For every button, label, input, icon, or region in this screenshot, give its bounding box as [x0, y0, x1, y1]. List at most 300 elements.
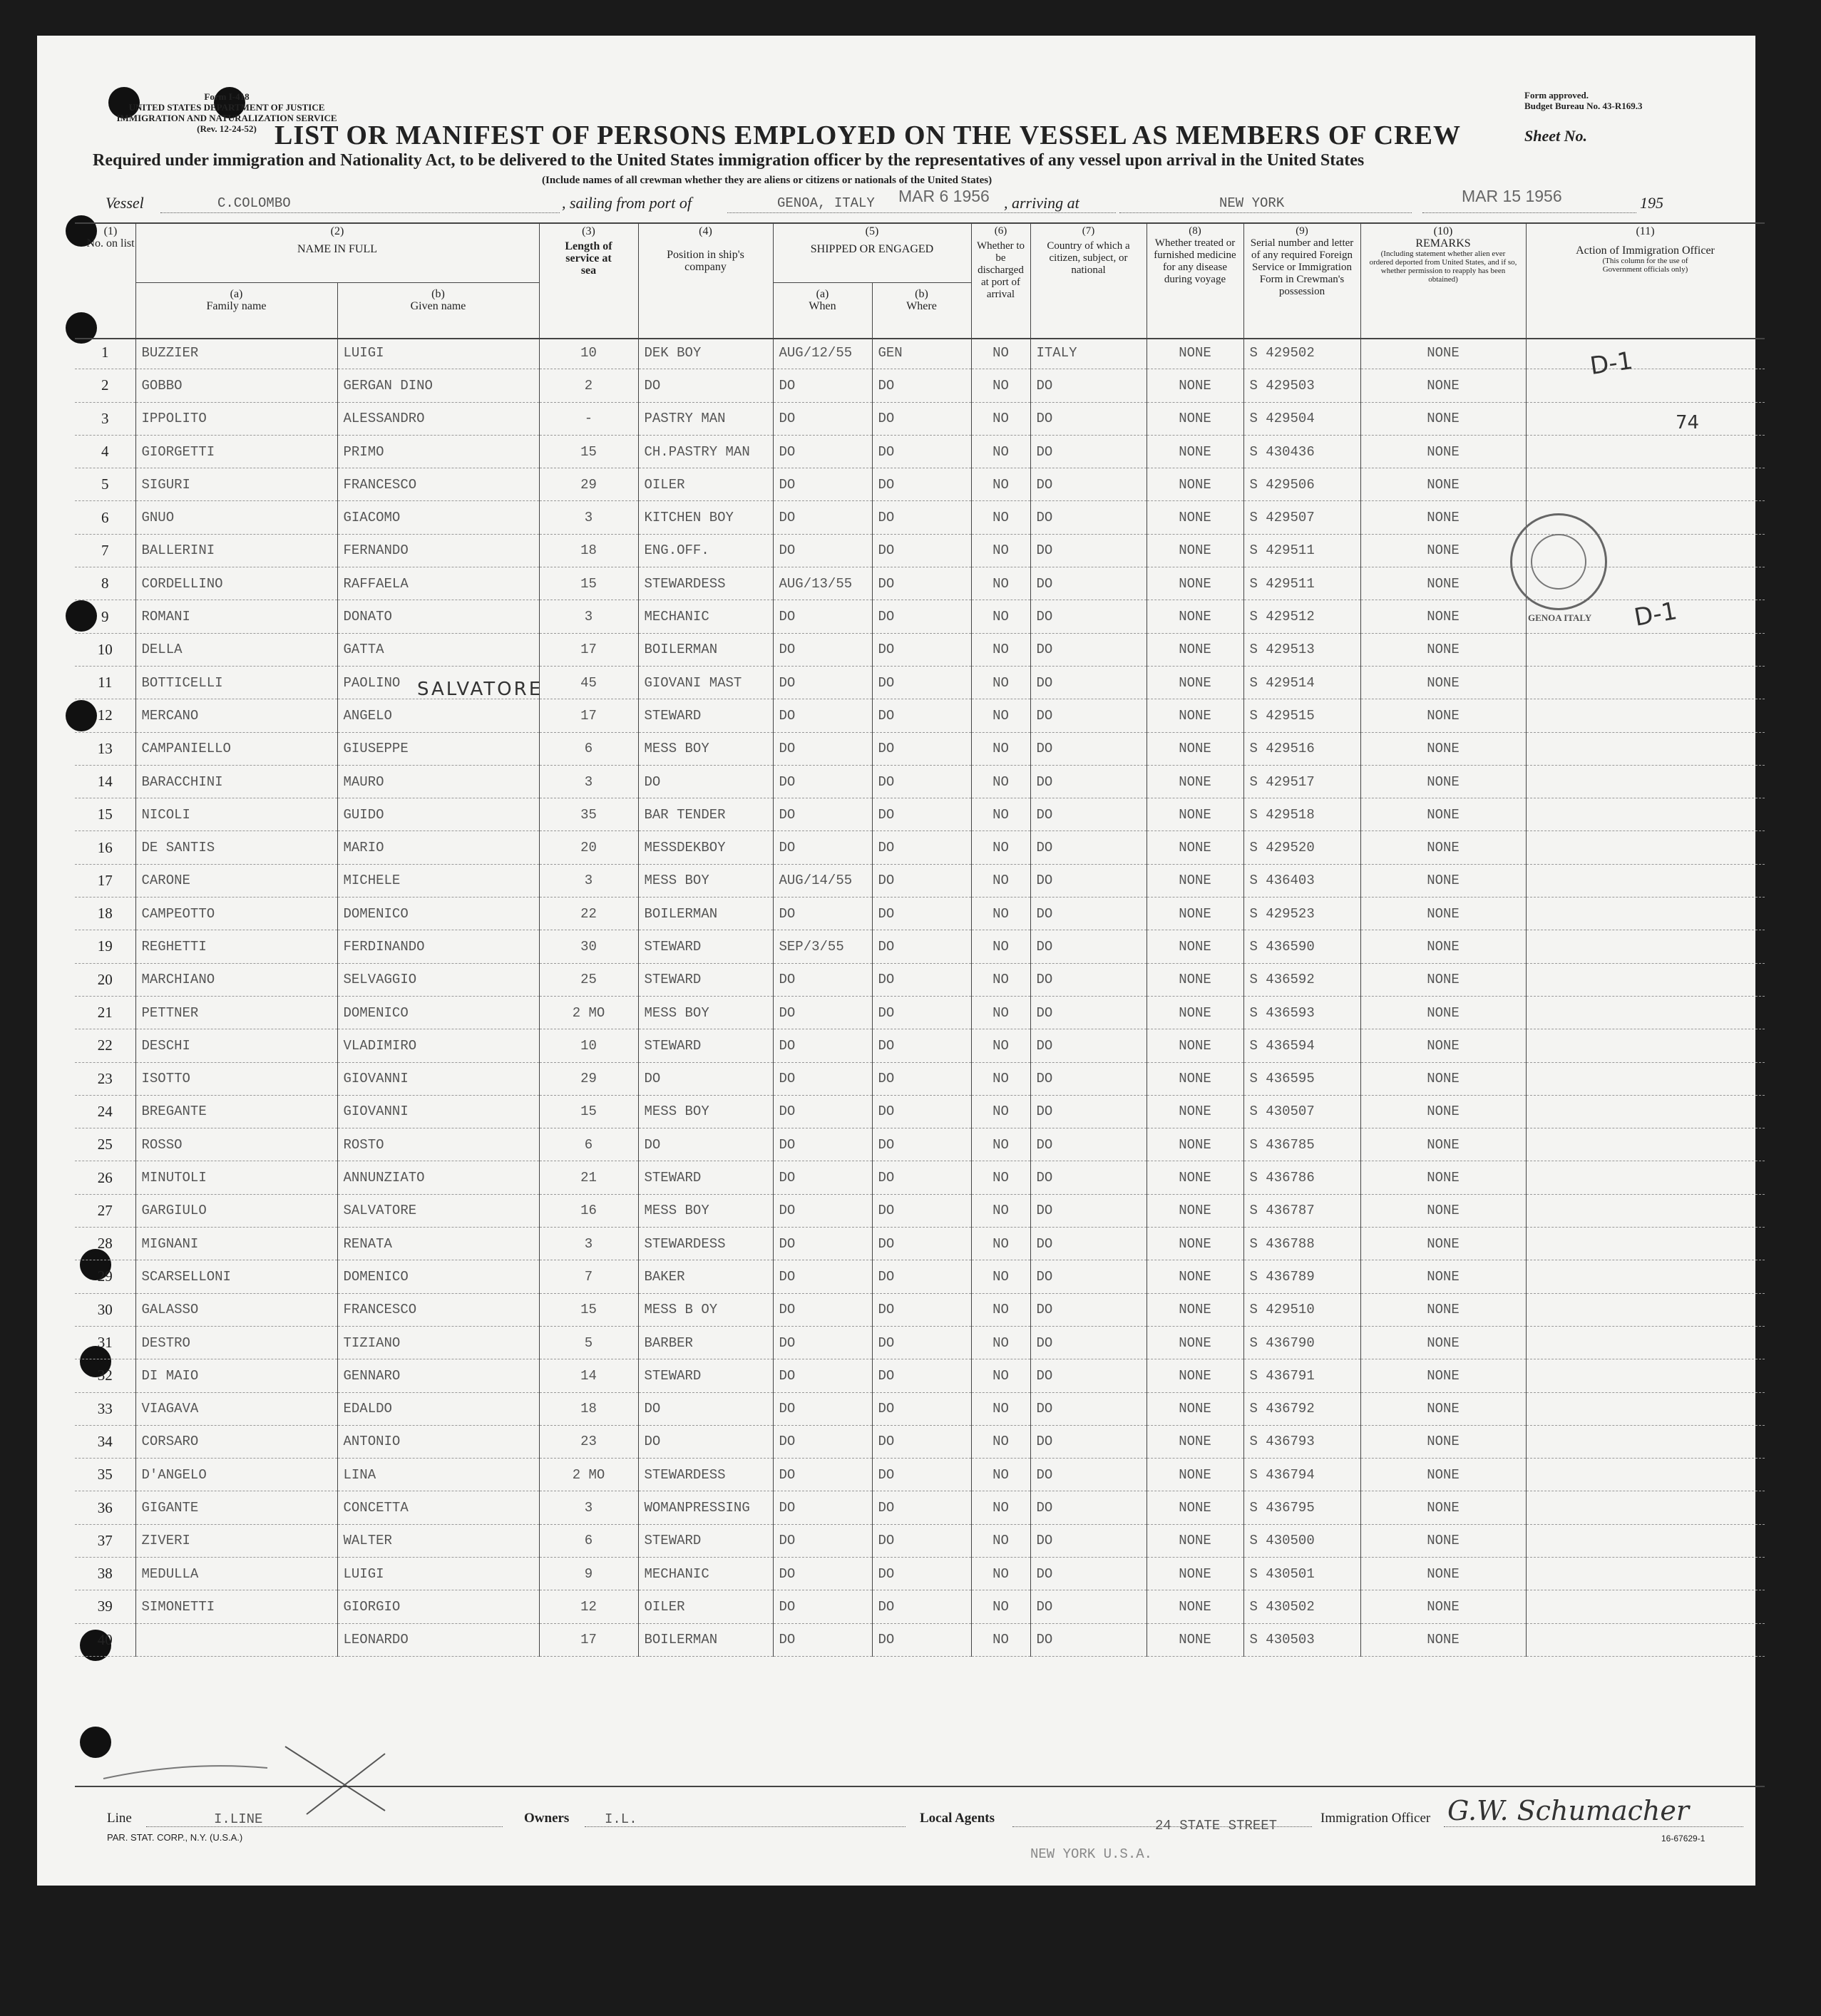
serial-number: S 436795	[1243, 1491, 1360, 1524]
given-name: LEONARDO	[337, 1623, 539, 1656]
shipped-when: DO	[773, 369, 872, 402]
family-name: VIAGAVA	[135, 1392, 337, 1425]
serial-number: S 430507	[1243, 1095, 1360, 1128]
given-name: LINA	[337, 1459, 539, 1491]
annotation-d1-mid: D-1	[1631, 597, 1680, 632]
position: PASTRY MAN	[638, 402, 773, 435]
service-length: 18	[539, 534, 638, 567]
col-note: (Including statement whether alien ever ordered deported from United States, and if so, whether permission to reapply has been obtained)	[1369, 250, 1517, 284]
country: DO	[1030, 468, 1147, 501]
family-name: DESCHI	[135, 1029, 337, 1062]
family-name: BREGANTE	[135, 1095, 337, 1128]
serial-number: S 429516	[1243, 732, 1360, 765]
country: DO	[1030, 1128, 1147, 1161]
col-label: No. on list	[86, 237, 135, 250]
discharged: NO	[971, 336, 1030, 369]
table-row	[75, 1095, 1765, 1128]
position: STEWARDESS	[638, 1459, 773, 1491]
discharged: NO	[971, 1293, 1030, 1326]
remarks: NONE	[1360, 1491, 1526, 1524]
service-length: 5	[539, 1326, 638, 1359]
service-length: 3	[539, 864, 638, 897]
discharged: NO	[971, 898, 1030, 930]
shipped-where: DO	[872, 963, 971, 996]
given-name: ANGELO	[337, 699, 539, 732]
officer-action	[1526, 666, 1765, 699]
arrival-date-stamp: MAR 15 1956	[1462, 187, 1562, 205]
col-5a-header	[773, 288, 872, 312]
country: DO	[1030, 567, 1147, 600]
shipped-when: DO	[773, 402, 872, 435]
position: WOMANPRESSING	[638, 1491, 773, 1524]
shipped-where: DO	[872, 1623, 971, 1656]
shipped-when: DO	[773, 1062, 872, 1095]
discharged: NO	[971, 501, 1030, 534]
officer-action	[1526, 1062, 1765, 1095]
shipped-where: DO	[872, 534, 971, 567]
treated: NONE	[1147, 666, 1243, 699]
service-length: 15	[539, 567, 638, 600]
col-3-header	[539, 225, 638, 279]
table-row	[75, 831, 1765, 864]
treated: NONE	[1147, 1260, 1243, 1293]
shipped-when: DO	[773, 1557, 872, 1590]
country: DO	[1030, 369, 1147, 402]
given-name: GIUSEPPE	[337, 732, 539, 765]
country: DO	[1030, 402, 1147, 435]
shipped-when: DO	[773, 1293, 872, 1326]
family-name: MEDULLA	[135, 1557, 337, 1590]
treated: NONE	[1147, 898, 1243, 930]
serial-number: S 430436	[1243, 435, 1360, 468]
remarks: NONE	[1360, 699, 1526, 732]
table-row	[75, 898, 1765, 930]
agents-city: NEW YORK U.S.A.	[1030, 1846, 1153, 1862]
line-underline	[146, 1826, 503, 1827]
col-label: Whether treated or furnished medicine for any disease during voyage	[1154, 237, 1236, 285]
position: BOILERMAN	[638, 633, 773, 666]
family-name: ROMANI	[135, 600, 337, 633]
position: BAKER	[638, 1260, 773, 1293]
treated: NONE	[1147, 1194, 1243, 1227]
form-number: Form I-418	[204, 91, 250, 102]
given-name: RAFFAELA	[337, 567, 539, 600]
family-name: CAMPEOTTO	[135, 898, 337, 930]
shipped-when: DO	[773, 1326, 872, 1359]
col-number: (6)	[994, 225, 1007, 237]
annotation-count: 74	[1676, 412, 1700, 433]
family-name: CORDELLINO	[135, 567, 337, 600]
shipped-when: DO	[773, 898, 872, 930]
arriving-label: , arriving at	[1004, 194, 1079, 212]
officer-action	[1526, 468, 1765, 501]
service-length: 10	[539, 336, 638, 369]
country: DO	[1030, 1557, 1147, 1590]
shipped-where: DO	[872, 1425, 971, 1458]
table-row	[75, 963, 1765, 996]
serial-number: S 436789	[1243, 1260, 1360, 1293]
officer-action	[1526, 435, 1765, 468]
given-name: MARIO	[337, 831, 539, 864]
discharged: NO	[971, 534, 1030, 567]
col-number: (8)	[1189, 225, 1201, 237]
remarks: NONE	[1360, 798, 1526, 831]
revision: (Rev. 12-24-52)	[197, 123, 257, 134]
shipped-where: DO	[872, 930, 971, 963]
col-6-header	[971, 225, 1030, 304]
table-row	[75, 633, 1765, 666]
treated: NONE	[1147, 1293, 1243, 1326]
row-number: 35	[75, 1459, 135, 1491]
table-row	[75, 996, 1765, 1029]
given-name: EDALDO	[337, 1392, 539, 1425]
service-length: 3	[539, 1491, 638, 1524]
page-title: LIST OR MANIFEST OF PERSONS EMPLOYED ON THE VESSEL AS MEMBERS OF CREW	[275, 120, 1461, 150]
row-number: 24	[75, 1095, 135, 1128]
date-stamp: MAR 6 1956	[898, 187, 990, 205]
annotation-d1-top: D-1	[1588, 346, 1635, 381]
remarks: NONE	[1360, 369, 1526, 402]
col-number: (a)	[230, 288, 243, 300]
officer-action	[1526, 699, 1765, 732]
position: DO	[638, 1392, 773, 1425]
remarks: NONE	[1360, 600, 1526, 633]
service-length: 17	[539, 699, 638, 732]
col-number: (a)	[816, 288, 829, 300]
officer-action	[1526, 1194, 1765, 1227]
country: DO	[1030, 1524, 1147, 1557]
row-number: 29	[75, 1260, 135, 1293]
country: DO	[1030, 798, 1147, 831]
given-name: DONATO	[337, 600, 539, 633]
position: STEWARD	[638, 963, 773, 996]
treated: NONE	[1147, 1359, 1243, 1392]
remarks: NONE	[1360, 1228, 1526, 1260]
position: DO	[638, 1062, 773, 1095]
service-length: 6	[539, 1524, 638, 1557]
shipped-when: DO	[773, 1194, 872, 1227]
position: DO	[638, 369, 773, 402]
row-number: 23	[75, 1062, 135, 1095]
remarks: NONE	[1360, 1590, 1526, 1623]
position: MESSDEKBOY	[638, 831, 773, 864]
row-number: 34	[75, 1425, 135, 1458]
family-name: CORSARO	[135, 1425, 337, 1458]
given-name: FERNANDO	[337, 534, 539, 567]
service-length: 15	[539, 435, 638, 468]
table-row	[75, 369, 1765, 402]
service-length: 9	[539, 1557, 638, 1590]
table-row	[75, 1623, 1765, 1656]
col-label: Given name	[410, 300, 466, 312]
given-name: ALESSANDRO	[337, 402, 539, 435]
officer-action	[1526, 1557, 1765, 1590]
country: DO	[1030, 1392, 1147, 1425]
shipped-when: DO	[773, 699, 872, 732]
official-stamp	[1510, 513, 1607, 623]
discharged: NO	[971, 1425, 1030, 1458]
given-name: LUIGI	[337, 336, 539, 369]
treated: NONE	[1147, 1228, 1243, 1260]
given-name: LUIGI	[337, 1557, 539, 1590]
shipped-where: DO	[872, 798, 971, 831]
table-row	[75, 1260, 1765, 1293]
shipped-where: DO	[872, 402, 971, 435]
shipped-when: DO	[773, 732, 872, 765]
remarks: NONE	[1360, 1392, 1526, 1425]
position: DO	[638, 1128, 773, 1161]
table-row	[75, 1293, 1765, 1326]
officer-action	[1526, 1095, 1765, 1128]
remarks: NONE	[1360, 1557, 1526, 1590]
service-length: 2	[539, 369, 638, 402]
officer-action	[1526, 996, 1765, 1029]
service-length: 23	[539, 1425, 638, 1458]
table-row	[75, 435, 1765, 468]
discharged: NO	[971, 567, 1030, 600]
owners-label: Owners	[524, 1811, 570, 1826]
shipped-when: DO	[773, 501, 872, 534]
treated: NONE	[1147, 798, 1243, 831]
col-label: SHIPPED OR ENGAGED	[810, 243, 934, 255]
col-7-header	[1030, 225, 1147, 279]
country: DO	[1030, 633, 1147, 666]
discharged: NO	[971, 1029, 1030, 1062]
shipped-when: DO	[773, 1161, 872, 1194]
remarks: NONE	[1360, 468, 1526, 501]
service-length: 30	[539, 930, 638, 963]
discharged: NO	[971, 1095, 1030, 1128]
given-name: ANNUNZIATO	[337, 1161, 539, 1194]
table-row	[75, 600, 1765, 633]
serial-number: S 436593	[1243, 996, 1360, 1029]
treated: NONE	[1147, 864, 1243, 897]
shipped-where: DO	[872, 369, 971, 402]
family-name: ZIVERI	[135, 1524, 337, 1557]
vessel-name: C.COLOMBO	[217, 195, 291, 211]
country: DO	[1030, 435, 1147, 468]
shipped-when: DO	[773, 996, 872, 1029]
remarks: NONE	[1360, 1029, 1526, 1062]
treated: NONE	[1147, 1524, 1243, 1557]
service-length: 22	[539, 898, 638, 930]
row-number: 16	[75, 831, 135, 864]
shipped-where: DO	[872, 1359, 971, 1392]
shipped-where: DO	[872, 633, 971, 666]
row-number: 26	[75, 1161, 135, 1194]
service-length: 2 MO	[539, 996, 638, 1029]
position: MESS BOY	[638, 1194, 773, 1227]
given-name: GENNARO	[337, 1359, 539, 1392]
table-row	[75, 1590, 1765, 1623]
row-number: 11	[75, 666, 135, 699]
given-name: MAURO	[337, 765, 539, 798]
officer-action	[1526, 1161, 1765, 1194]
officer-underline	[1444, 1826, 1743, 1827]
country: DO	[1030, 1459, 1147, 1491]
given-name: MICHELE	[337, 864, 539, 897]
treated: NONE	[1147, 699, 1243, 732]
serial-number: S 436793	[1243, 1425, 1360, 1458]
shipped-when: DO	[773, 1425, 872, 1458]
shipped-when: AUG/12/55	[773, 336, 872, 369]
shipped-where: DO	[872, 600, 971, 633]
remarks: NONE	[1360, 1623, 1526, 1656]
remarks: NONE	[1360, 567, 1526, 600]
col-2a-header	[135, 288, 337, 312]
discharged: NO	[971, 1128, 1030, 1161]
given-name: GIOVANNI	[337, 1095, 539, 1128]
treated: NONE	[1147, 1459, 1243, 1491]
remarks: NONE	[1360, 501, 1526, 534]
remarks: NONE	[1360, 666, 1526, 699]
treated: NONE	[1147, 402, 1243, 435]
position: OILER	[638, 468, 773, 501]
col-number: (10)	[1433, 225, 1453, 237]
remarks: NONE	[1360, 1194, 1526, 1227]
discharged: NO	[971, 369, 1030, 402]
shipped-when: DO	[773, 1128, 872, 1161]
table-row	[75, 1128, 1765, 1161]
row-number: 12	[75, 699, 135, 732]
family-name: BALLERINI	[135, 534, 337, 567]
family-name	[135, 1623, 337, 1656]
vessel-label: Vessel	[106, 194, 144, 212]
country: DO	[1030, 963, 1147, 996]
officer-label: Immigration Officer	[1320, 1811, 1431, 1826]
country: DO	[1030, 864, 1147, 897]
serial-number: S 436787	[1243, 1194, 1360, 1227]
footer-rule	[75, 1786, 1765, 1787]
treated: NONE	[1147, 336, 1243, 369]
serial-number: S 436791	[1243, 1359, 1360, 1392]
given-name: CONCETTA	[337, 1491, 539, 1524]
serial-number: S 436786	[1243, 1161, 1360, 1194]
serial-number: S 436403	[1243, 864, 1360, 897]
country: DO	[1030, 666, 1147, 699]
shipped-where: DO	[872, 1194, 971, 1227]
remarks: NONE	[1360, 435, 1526, 468]
family-name: DE SANTIS	[135, 831, 337, 864]
shipped-where: DO	[872, 732, 971, 765]
given-name: RENATA	[337, 1228, 539, 1260]
discharged: NO	[971, 1194, 1030, 1227]
discharged: NO	[971, 831, 1030, 864]
line-value: I.LINE	[214, 1811, 263, 1827]
col-label: When	[809, 300, 836, 312]
family-name: GNUO	[135, 501, 337, 534]
row-number: 9	[75, 600, 135, 633]
officer-action	[1526, 1392, 1765, 1425]
serial-number: S 429511	[1243, 567, 1360, 600]
officer-action	[1526, 1459, 1765, 1491]
shipped-where: DO	[872, 1095, 971, 1128]
position: MECHANIC	[638, 1557, 773, 1590]
shipped-where: DO	[872, 898, 971, 930]
row-number: 19	[75, 930, 135, 963]
row-number: 13	[75, 732, 135, 765]
row-number: 4	[75, 435, 135, 468]
col-1-header	[86, 225, 135, 250]
table-row	[75, 1524, 1765, 1557]
given-name: FRANCESCO	[337, 1293, 539, 1326]
row-number: 7	[75, 534, 135, 567]
discharged: NO	[971, 732, 1030, 765]
family-name: SIGURI	[135, 468, 337, 501]
country: DO	[1030, 732, 1147, 765]
position: GIOVANI MAST	[638, 666, 773, 699]
remarks: NONE	[1360, 1095, 1526, 1128]
treated: NONE	[1147, 1590, 1243, 1623]
shipped-where: DO	[872, 1524, 971, 1557]
shipped-when: DO	[773, 1459, 872, 1491]
treated: NONE	[1147, 1095, 1243, 1128]
shipped-where: DO	[872, 1491, 971, 1524]
treated: NONE	[1147, 600, 1243, 633]
serial-number: S 429517	[1243, 765, 1360, 798]
position: BOILERMAN	[638, 898, 773, 930]
family-name: SCARSELLONI	[135, 1260, 337, 1293]
family-name: REGHETTI	[135, 930, 337, 963]
shipped-where: GEN	[872, 336, 971, 369]
port-underline	[727, 212, 1116, 213]
col-9-header	[1243, 225, 1360, 298]
service-length: -	[539, 402, 638, 435]
discharged: NO	[971, 996, 1030, 1029]
position: KITCHEN BOY	[638, 501, 773, 534]
treated: NONE	[1147, 501, 1243, 534]
officer-signature: G.W. Schumacher	[1447, 1795, 1690, 1826]
row-number: 27	[75, 1194, 135, 1227]
table-row	[75, 1326, 1765, 1359]
serial-number: S 430501	[1243, 1557, 1360, 1590]
table-row	[75, 1194, 1765, 1227]
line-label: Line	[107, 1811, 132, 1826]
discharged: NO	[971, 468, 1030, 501]
remarks: NONE	[1360, 1293, 1526, 1326]
stamp-inner-ring	[1531, 534, 1586, 590]
country: DO	[1030, 1491, 1147, 1524]
serial-number: S 429520	[1243, 831, 1360, 864]
row-number: 20	[75, 963, 135, 996]
family-name: IPPOLITO	[135, 402, 337, 435]
serial-number: S 429502	[1243, 336, 1360, 369]
officer-action	[1526, 765, 1765, 798]
treated: NONE	[1147, 1326, 1243, 1359]
row-number: 40	[75, 1623, 135, 1656]
agents-underline	[1012, 1826, 1312, 1827]
discharged: NO	[971, 930, 1030, 963]
treated: NONE	[1147, 831, 1243, 864]
position: DO	[638, 765, 773, 798]
service-length: 45	[539, 666, 638, 699]
service-length: 15	[539, 1293, 638, 1326]
service-length: 16	[539, 1194, 638, 1227]
discharged: NO	[971, 1062, 1030, 1095]
table-row	[75, 765, 1765, 798]
position: BOILERMAN	[638, 1623, 773, 1656]
serial-number: S 429518	[1243, 798, 1360, 831]
given-name: GIOVANNI	[337, 1062, 539, 1095]
family-name: PETTNER	[135, 996, 337, 1029]
arrival-port: NEW YORK	[1219, 195, 1285, 211]
remarks: NONE	[1360, 996, 1526, 1029]
treated: NONE	[1147, 1491, 1243, 1524]
family-name: SIMONETTI	[135, 1590, 337, 1623]
col-5b-header	[872, 288, 971, 312]
table-row	[75, 468, 1765, 501]
agency-name: UNITED STATES DEPARTMENT OF JUSTICE	[128, 102, 325, 113]
